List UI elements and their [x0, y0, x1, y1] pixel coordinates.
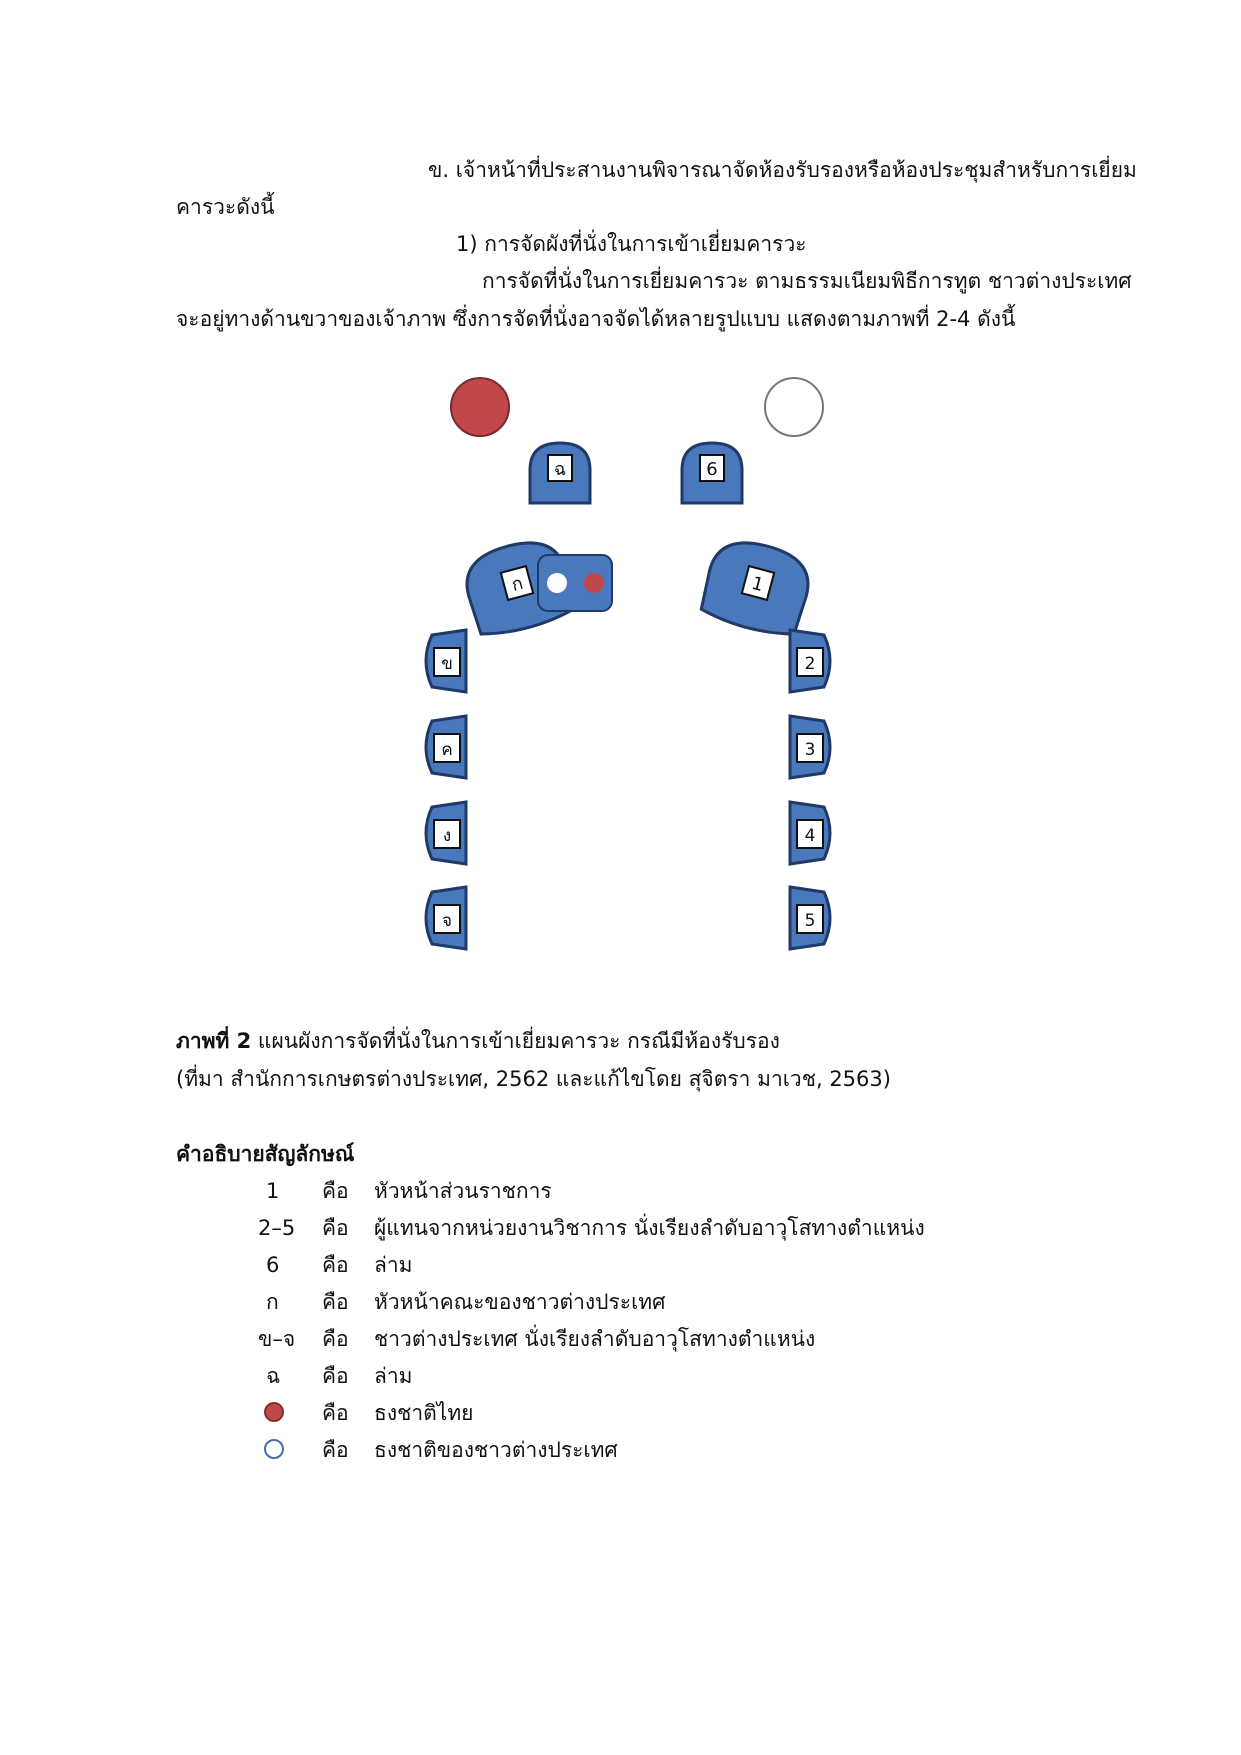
legend-item: [176, 1177, 1076, 1207]
paragraph-5: จะอยู่ทางด้านขวาของเจ้าภาพ ซึ่งการจัดที่นั่งอาจจัดได้หลายรูปแบบ แสดงตามภาพที่ 2-4 ดังนี้: [176, 307, 1016, 331]
legend-item: [176, 1399, 1076, 1429]
seat-label: ก: [509, 572, 526, 597]
seat-right-interpreter: [682, 443, 742, 503]
legend-desc: ธงชาติไทย: [374, 1401, 474, 1425]
seat-left-side: [426, 887, 466, 949]
seat-label: ง: [442, 826, 452, 846]
legend-item: [176, 1436, 1076, 1466]
legend-key: 1: [266, 1179, 280, 1203]
seat-right-side: [790, 630, 830, 692]
seat-right-side: [790, 887, 830, 949]
legend-desc: ล่าม: [374, 1253, 413, 1277]
seating-diagram: [420, 365, 860, 1015]
legend-item: [176, 1251, 1076, 1281]
paragraph-3: 1) การจัดผังที่นั่งในการเข้าเยี่ยมคารวะ: [456, 232, 807, 256]
legend-desc: ชาวต่างประเทศ นั่งเรียงลำดับอาวุโสทางตำแหน่ง: [374, 1327, 816, 1351]
seat-right-side: [790, 716, 830, 778]
seat-label: ฉ: [553, 459, 567, 480]
legend-key: ก: [266, 1290, 279, 1314]
legend-item: [176, 1214, 1076, 1244]
seat-right-side: [790, 802, 830, 864]
legend-desc: ผู้แทนจากหน่วยงานวิชาการ นั่งเรียงลำดับอาวุโสทางตำแหน่ง: [374, 1216, 925, 1240]
seat-left-side: [426, 630, 466, 692]
legend-key: ข–จ: [258, 1327, 296, 1351]
seat-label: 2: [804, 654, 816, 674]
legend-key: ฉ: [266, 1364, 281, 1388]
legend-desc: ล่าม: [374, 1364, 413, 1388]
figure-label: ภาพที่ 2: [176, 1029, 252, 1053]
legend-key: 6: [266, 1253, 280, 1277]
legend-sep: คือ: [322, 1253, 349, 1277]
legend-sep: คือ: [322, 1401, 349, 1425]
figure-source: (ที่มา สำนักการเกษตรต่างประเทศ, 2562 และแก้ไขโดย สุจิตรา มาเวช, 2563): [176, 1067, 891, 1091]
legend-item: [176, 1288, 1076, 1318]
thai-flag-icon: [451, 378, 509, 436]
seat-label: ค: [441, 740, 453, 760]
seat-left-side: [426, 802, 466, 864]
legend-sep: คือ: [322, 1179, 349, 1203]
legend-sep: คือ: [322, 1438, 349, 1462]
legend-key: 2–5: [258, 1216, 296, 1240]
seat-label: 5: [804, 911, 816, 931]
legend-title: คำอธิบายสัญลักษณ์: [176, 1142, 355, 1166]
center-table: [538, 555, 612, 611]
legend-sep: คือ: [322, 1216, 349, 1240]
legend-sep: คือ: [322, 1364, 349, 1388]
paragraph-2: คารวะดังนี้: [176, 195, 275, 219]
seat-label: 4: [804, 826, 816, 846]
thai-flag-icon: [584, 573, 604, 593]
legend-desc: หัวหน้าส่วนราชการ: [374, 1179, 552, 1203]
legend-sep: คือ: [322, 1327, 349, 1351]
legend-sep: คือ: [322, 1290, 349, 1314]
foreign-flag-icon: [765, 378, 823, 436]
figure-caption: [176, 1027, 780, 1055]
seat-label: 1: [749, 572, 766, 597]
foreign-flag-icon: [264, 1439, 284, 1459]
legend-item: [176, 1325, 1076, 1355]
seat-left-interpreter: [530, 443, 590, 503]
legend-desc: ธงชาติของชาวต่างประเทศ: [374, 1438, 618, 1462]
legend-item: [176, 1362, 1076, 1392]
seat-label: ข: [441, 654, 453, 674]
paragraph-1: ข. เจ้าหน้าที่ประสานงานพิจารณาจัดห้องรับรองหรือห้องประชุมสำหรับการเยี่ยม: [428, 158, 1137, 182]
seat-label: 3: [804, 740, 816, 760]
thai-flag-icon: [264, 1402, 284, 1422]
seat-right-main: [698, 533, 816, 640]
foreign-flag-icon: [547, 573, 567, 593]
paragraph-4: การจัดที่นั่งในการเยี่ยมคารวะ ตามธรรมเนียมพิธีการทูต ชาวต่างประเทศ: [482, 269, 1132, 293]
legend-desc: หัวหน้าคณะของชาวต่างประเทศ: [374, 1290, 666, 1314]
seat-left-side: [426, 716, 466, 778]
seat-label: จ: [442, 911, 452, 931]
figure-caption-text: แผนผังการจัดที่นั่งในการเข้าเยี่ยมคารวะ กรณีมีห้องรับรอง: [251, 1029, 780, 1053]
seat-label: 6: [706, 459, 718, 480]
